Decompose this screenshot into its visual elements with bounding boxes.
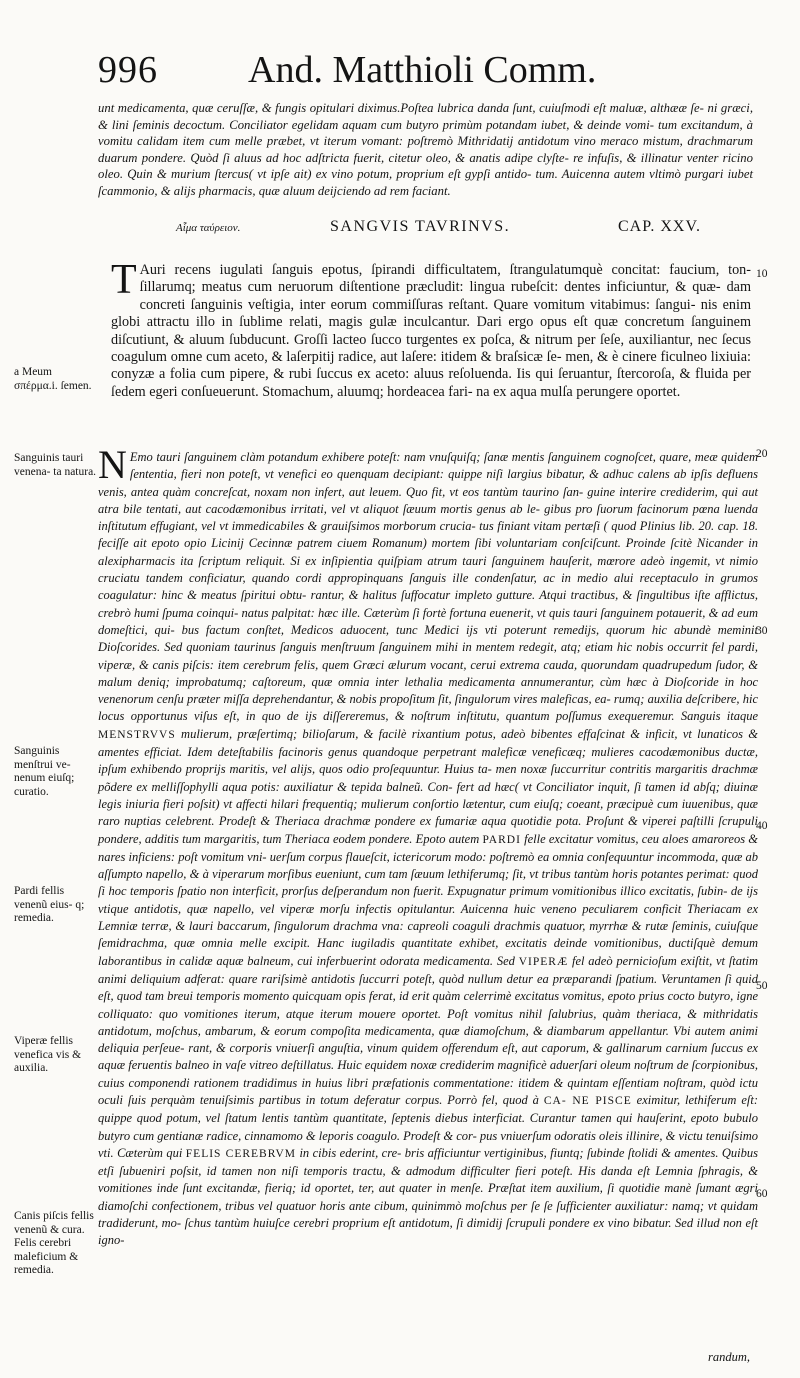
commentary-part: fel adeò pernicioſum exiſtit, vt ſtatim animi deliquium adferat: quare rariſsimè antidotis ſuccurri poteſt, quòd nullum detur ea præparandi ſpatium. Veruntamen ſi quid eſt, quod tam breui temporis momento quicquam opis ferat, id erit quàm celerrimè excitatus vomitus, epoto prius cocto butyro, igne colliquato: quo vomitiones iterum, atque iterum mouere oportet. Poſt vomitus nihil ſalubrius, quàm theriaca, & mithridatis antidotum, moſchus, ambarum, & eorum compoſita medicamenta, quæ diamoſchum, & diambarum appellantur. Vbi autem animi deliquia perſeue- rant, & corporis vniuerſi anguſtia, vinum quidem offerendum eſt, aut caporum, & gallinarum carnium ſuccus ex aquæ feruentis balneo in vaſe vitreo deſtillatus. Huic equidem noxæ crediderim magnificè aduerſari oleum noſtrum de ſcorpionibus, cuius componendi rationem tradidimus in huius libri præfationis commentatione: itidem & quintam eſſentiam noſtram, quòd ictu oculi ſuis perquàm tenuiſsimis partibus in totum deferatur corpus. Porrò fel, quod à: [98, 953, 759, 1107]
continued-text: unt medicamenta, quæ ceruſſæ, & fungis opitulari diximus.Poſtea lubrica danda ſunt, cuiuſmodi eſt maluæ, althææ ſe- ni græci, & lini ſeminis decoctum. Conciliator egelidam aquam cum butyro primùm potandam iubet, & deinde vomi- tum excitandum, à vomitu calidam item cum melle præbet, vt iterum vomant: poſtremò Mithridatij antidotum vino meraco mistum, drachmarum duarum pondere. Quòd ſi aluus ad hoc adſtricta fuerit, citetur oleo, & anatis adipe clyſte- re infuſis, & illinatur venter ricino oleo. Quin & murium ſtercus( vt ipſe ait) ex vino potum, proprium eſt gypſi antido- tum. Auicenna autem vltimò purgari iubet ſcammonio, & alijs pharmacis, quæ aluum deijciendo ad rem faciant.: [98, 101, 753, 198]
margin-note: Canis piſcis fellis venenũ & cura. Felis cerebri maleficium & remedia.: [14, 1210, 94, 1276]
line-number: 40: [756, 820, 768, 832]
dioscorides-text: [111, 257, 751, 401]
greek-title: Αἷμα ταύρειον.: [176, 222, 241, 234]
commentary-part: Emo tauri ſanguinem clàm potandum exhibere poteſt: nam vnuſquiſq; ſanæ mentis ſanguinem cognoſcet, quare, meæ quidem ſententia, fieri non poteſt, vt venefici eo quenquam decipiant: quippe niſi largius bibatur, & adhuc calens ab ipſis defluens venis, antea quàm concreſcat, noxam non infert, aut leuem. Quo fit, vt eos tantùm taurino ſan- guine interire crediderim, qui aut atra bile tentati, aut cacodæmonibus irritati, vel vt aliquot ſæuum mortis genus ab le- gibus pro ſuorum facinorum pœna luenda inſtitutum effugiant, vel vt immedicabiles & grauiſsimos morborum crucia- tus finiant vitam pertæſi ( quod Plinius lib. 20. cap. 18. feciſſe ait epoto opio Licinij Cecinnæ patrem ciuem Romanum) mortem ſibi voluntariam conſciſcunt. Proinde ſcitè Nicander in alexipharmacis ita ſcriptum reliquit. Si ex inſipientia quiſpiam atrum tauri ſanguinem hauſerit, mœrore adeò ingemit, vt nimio cruciatu tandem conficiatur, quando cordi appropinquans ſanguis ille condenſatur, ac in medio alui receptaculo in grumos coagulatur: hinc & meatus ſpiritui obtu- rantur, & halitus ſuffocatur impleto gutture. Atqui tractibus, & ſingultibus iſte afflictus, crebrò humi ſpuma coinqui- natus palpitat: hæc ille. Cæterùm ſi fortè fortuna euenerit, vt quis tauri ſanguinem potauerit, & ad eum domeſtici, qui- bus factum conſtet, Medicos aduocent, tunc Medici ijs vti poterunt remedijs, quorum hic abundè meminit Dioſcorides. Sed quoniam taurinus ſanguis menſtruum ſanguinem mihi in mentem redegit, atq; etiam hic nobis occurrit fel pardi, viperæ, & canis piſcis: item cerebrum felis, quem Græci ælurum vocant, cerui extrema cauda, quorundam quadrupedum ſudor, & malum deniq; improbatumq; caſtoreum, quæ omnia inter lethalia medicamenta annumerantur, cùm hæc à Dioſcoride in hoc venenorum cenſu præter miſſa deprehendantur, & nobis propoſitum ſit, ſingulorum vires maleficas, ea- rumq; auxilia deſcribere, hic locus opportunus viſus eſt, in quo de ijs diſſereremus, & noſtrum inſtitutu, quantum poſſumus exequeremur. Sanguis itaque: [98, 450, 758, 724]
commentary-part: mulierum, præſertimq; bilioſarum, & facilè rixantium potus, adeò bibentes effaſcinat & inficit, vt lunaticos & amentes efficiat. Idem deteſtabilis facinoris genus quandoque perpetrant maleficæ veneficæq; mulieres cacodæmonibus ductæ, ipſum exhibendo proprijs maritis, vel alijs, quos odio proſequuntur. Huius ta- men noxæ ſuccurritur contritis margaritis drachmæ põdere ex melliſſophylli aqua potis: auxiliatur & tepida balneũ. Con- fert ad hæc( vt Conciliator inquit, ſi tamen id abſq; diuinæ legis iniuria fieri poſsit) vt affecti hilari frequentiq; mulierum conſortio lætentur, cum eiuſq; coeant, præcipuè cum iuuenibus, quæ raro nuptias celebrent. Prodeſt & Theriaca drachmæ pondere ex fumariæ aqua quotidie pota. Proſunt & viperei paſtilli ſcrupuli pondere, additis tum margaritis, tum Theriaca eodem pondere. Epoto autem: [98, 726, 759, 846]
dioscorides-body: Auri recens iugulati ſanguis epotus, ſpirandi difficultatem, ſtrangulatumquè concitat: faucium, ton- ſillarumq; meatus cum neruorum diſtentione præcludit: lingua rubeſcit: dentes inficiuntur, & quæ- dam concreti ſanguinis veſtigia, inter eorum commiſſuras reſtant. Quare vomitum vitabimus: ſangui- nis enim globi attractu illo in ſublime relati, magis gulæ inculcantur. Dari ergo opus eſt quæ concretum ſanguinem diſcutiunt, & aluum ſubducunt. Groſſi lacteo ſucco turgentes ex poſca, & nitrum per ſeſe, auxiliantur, nec ſecus coagulum omne cum aceto, & laſerpitij radice, aut laſere: itidem & braſsicæ ſe- men, & è cinere ficulneo lixiuia: conyzæ a folia cum pipere, & rubi ſuccus ex aceto: aluus reſoluenda. Iis qui ſeruantur, ſtercoroſa, & fluida per ſedem egeri conſueuerunt. Stomachum, aluumq; hordeacea fari- na ex aqua mulſa perungere oportet.: [111, 262, 751, 400]
drop-cap: T: [111, 257, 137, 303]
margin-note: Viperæ fellis venefica vis & auxilia.: [14, 1035, 82, 1074]
small-caps-term: VIPERÆ: [518, 955, 569, 968]
commentary-part: eximitur, lethiferum eſt: quippe quod potum, vel ſtatum lentis tantùm quantitate, ſeptenis diebus interficiat. Curantur tamen qui hauſerint, epoto bubulo butyro cum gentianæ radice, cinnamomo & leporis coagulo. Prodeſt & cor- pus vniuerſum odoratis oleis illinire, & victu tenuiſsimo vti. Cæterùm qui: [98, 1092, 759, 1160]
margin-note: Sanguinis tauri venena- ta natura.: [14, 452, 97, 478]
line-number: 10: [756, 268, 768, 280]
margin-note: a Meum σπέρμα.i. ſemen.: [14, 366, 92, 392]
small-caps-term: FELIS CEREBRVM: [185, 1147, 296, 1160]
small-caps-term: PARDI: [482, 833, 521, 846]
page-number: 996: [98, 49, 158, 91]
running-title: And. Matthioli Comm.: [248, 49, 597, 91]
commentary-part: in cibis ederint, cre- bris afficiuntur vertiginibus, fiuntq; ſubinde ſtolidi & amentes. Quibus etſi ſubueniri poſsit, id tamen non niſi temporis tractu, & admodum difficulter fieri poteſt. His danda eſt Lemnia ſphragis, & vomitiones inde ſunt excitandæ, fieriq; id oportet, ter, aut quater in menſe. Præſtat item auxilium, ſi quotidie manè ſumant ægri diamoſchi confectionem, tribus vel quatuor horis ante cibum, quinimmò moſchus per ſe ſe ſufficienter auxiliatur: namq; vt quidam tradiderunt, mo- ſchus tantùm huiuſce cerebri proprium eſt antidotum, ſi dimidij ſcrupuli pondere ex vino bibatur. Sed illud non eſt igno-: [98, 1145, 759, 1248]
drop-cap: N: [98, 442, 127, 487]
page-header: [98, 48, 738, 98]
line-number: 60: [756, 1188, 768, 1200]
chapter-number: CAP. XXV.: [618, 218, 701, 235]
margin-note: Sanguinis menſtrui ve- nenum eiuſq; curatio.: [14, 745, 75, 798]
chapter-title: SANGVIS TAVRINVS.: [330, 218, 511, 235]
commentary-text: [98, 442, 759, 1250]
catchword: randum,: [708, 1350, 751, 1364]
line-number: 20: [756, 448, 768, 460]
commentary-part: felle excitatur vomitus, ceu aloes amaroreos & nares inficiens: poſt vomitum vni- uerſum corpus flaueſcit, ictericorum modo: poſtremò ea omnia conſequuntur incommoda, quæ ab aſſumpto napello, & à viperarum morſibus eueniunt, cum tam ſæuum lethiferumq; ſit, vt tribus tantùm horis potantes perimat: quod ſi hoc temporis ſpatio non interficit, prorſus deſperandum non fuerit. Expugnatur primum vomitionibus illico excitatis, ſubin- de ijs vtique antidotis, quæ napello, vel viperæ morſu infectis opitulantur. Auicenna huic veneno peculiarem conficit Theriacam ex Lemniæ terræ, & lauri baccarum, ſingulorum drachma vna: capreoli coaguli drachmis quatuor, myrrhæ & rutæ ſeminis, cuiuſque ſemidrachma, quæ omnia melle excipit. Hanc iugiladis quantitate exhibet, excitatis deinde vomitionibus, ductiſquè demum laborantibus in calidæ aquæ balneum, cui inferbuerint odorata medicamenta. Sed: [98, 831, 759, 968]
chapter-heading: [98, 218, 758, 238]
line-number: 30: [756, 625, 768, 637]
margin-note: Pardi fellis venenũ eius- q; remedia.: [14, 885, 85, 924]
small-caps-term: CA- NE PISCE: [543, 1094, 632, 1107]
line-number: 50: [756, 980, 768, 992]
small-caps-term: MENSTRVVS: [98, 728, 176, 741]
